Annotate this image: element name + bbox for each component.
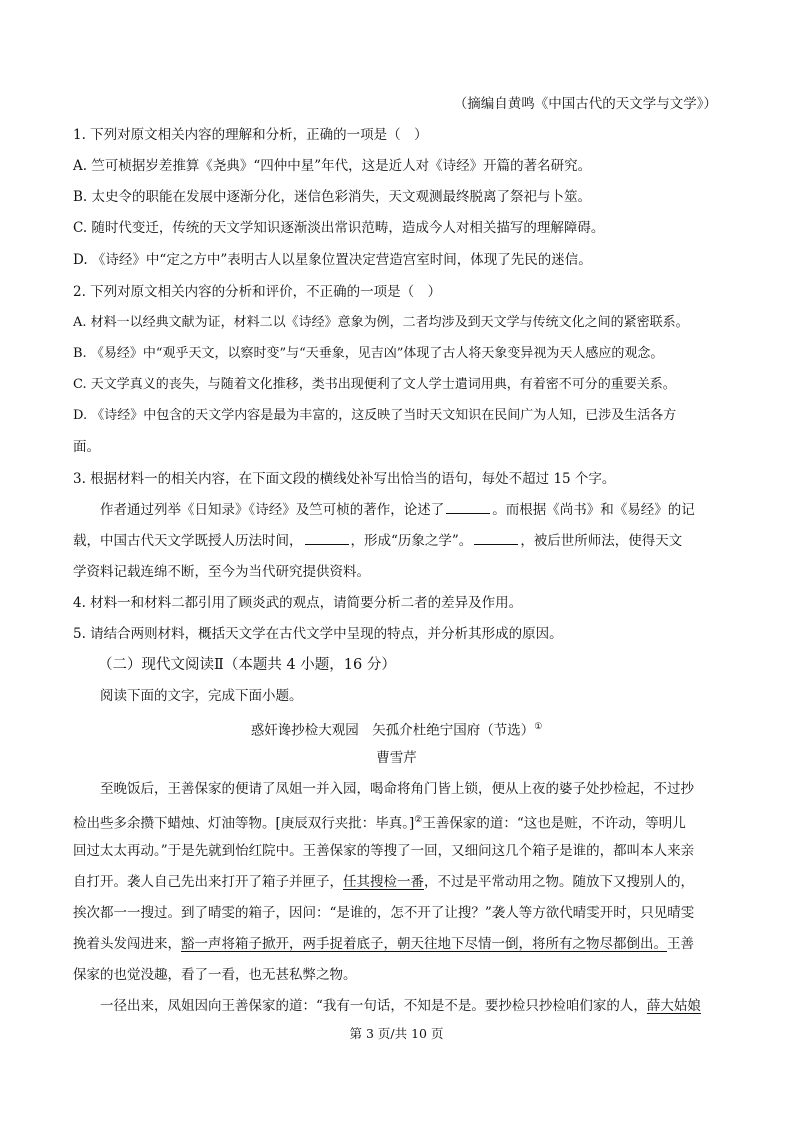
question-3-paragraph-line-3: 学资料记载连绵不断，至今为当代研究提供资料。 xyxy=(73,564,370,580)
answer-blank-1[interactable] xyxy=(446,501,490,514)
passage-line: 至晚饭后，王善保家的便请了凤姐一并入园，喝命将角门皆上锁，便从上夜的婆子处抄检起，不过抄 xyxy=(100,781,694,797)
passage-text: ，不过是平常动用之物。随放下又搜别人的， xyxy=(424,874,694,890)
answer-blank-2[interactable] xyxy=(305,532,349,545)
passage-line xyxy=(73,873,694,891)
passage-text: 挽着头发闯进来， xyxy=(73,936,181,952)
section-2-instruction: 阅读下面的文字，完成下面小题。 xyxy=(100,688,303,704)
question-2-option-a: A. 材料一以经典文献为证，材料二以《诗经》意象为例，二者均涉及到天文学与传统文化之间的紧密联系。 xyxy=(73,315,689,330)
q3-text: 载，中国古代天文学既授人历法时间， xyxy=(73,533,303,549)
passage-line xyxy=(73,811,686,833)
question-1-option-c: C. 随时代变迁，传统的天文学知识逐渐淡出常识范畴，造成今人对相关描写的理解障碍。 xyxy=(73,220,605,236)
source-note: （摘编自黄鸣《中国古代的天文学与文学》） xyxy=(453,96,717,112)
footnote-marker: ① xyxy=(534,722,543,732)
passage-text: 王善 xyxy=(667,936,694,952)
question-2-stem: 2. 下列对原文相关内容的分析和评价，不正确的一项是（ ） xyxy=(73,284,442,300)
footnote-marker: ② xyxy=(414,815,423,825)
question-1-stem: 1. 下列对原文相关内容的理解和分析，正确的一项是（ ） xyxy=(73,127,428,143)
page-footer: 第 3 页/共 10 页 xyxy=(349,1026,444,1041)
q3-text: 。而根据《尚书》和《易经》的记 xyxy=(492,502,695,518)
question-1-option-b: B. 太史令的职能在发展中逐渐分化，迷信色彩消失，天文观测最终脱离了祭祀与卜筮。 xyxy=(73,189,592,205)
question-2-option-d: D. 《诗经》中包含的天文学内容是最为丰富的，这反映了当时天文知识在民间广为人知，已涉及生活各方 xyxy=(73,408,677,423)
passage-text: 检出些多余攒下蜡烛、灯油等物。[庚辰双行夹批：毕真。] xyxy=(73,815,415,832)
question-3-stem: 3. 根据材料一的相关内容，在下面文段的横线处补写出恰当的语句，每处不超过 15 个字。 xyxy=(73,471,616,487)
section-2-heading: （二）现代文阅读Ⅱ（本题共 4 小题，16 分） xyxy=(98,657,396,673)
passage-line: 挨次都一一搜过。到了晴雯的箱子，因问：“是谁的，怎不开了让搜？”袭人等方欲代晴雯开时，只见晴雯 xyxy=(73,905,695,921)
passage-text: 王善保家的道：“这也是赃，不许动，等明儿 xyxy=(422,815,686,832)
question-3-paragraph-line-1 xyxy=(100,501,695,519)
article-title xyxy=(0,718,793,740)
passage-text: 一径出来，凤姐因向王善保家的道：“我有一句话，不知是不是。要抄检只抄检咱们家的人， xyxy=(100,998,647,1014)
question-2-option-c: C. 天文学真义的丧失，与随着文化推移，类书出现便利了文人学士遣词用典，有着密不可分的重要关系。 xyxy=(73,377,676,392)
question-4: 4. 材料一和材料二都引用了顾炎武的观点，请简要分析二者的差异及作用。 xyxy=(73,595,523,611)
passage-text: 自打开。袭人自己先出来打开了箱子并匣子， xyxy=(73,874,343,890)
underlined-sentence: 豁一声将箱子掀开，两手捉着底子，朝天往地下尽情一倒，将所有之物尽都倒出。 xyxy=(181,936,667,952)
question-2-option-b: B. 《易经》中“观乎天文，以察时变”与“天垂象，见吉凶”体现了古人将天象变异视为天人感应的观念。 xyxy=(73,346,664,361)
underlined-phrase: 任其搜检一番 xyxy=(343,874,424,890)
question-1-option-a: A. 竺可桢据岁差推算《尧典》“四仲中星”年代，这是近人对《诗经》开篇的著名研究。 xyxy=(73,158,592,174)
question-5: 5. 请结合两则材料，概括天文学在古代文学中呈现的特点，并分析其形成的原因。 xyxy=(73,626,563,642)
article-author: 曹雪芹 xyxy=(376,750,417,766)
q3-text: 作者通过列举《日知录》《诗经》及竺可桢的著作，论述了 xyxy=(100,502,445,518)
answer-blank-3[interactable] xyxy=(474,532,518,545)
question-3-paragraph-line-2 xyxy=(73,532,682,550)
underlined-phrase: 薛大姑娘 xyxy=(646,998,701,1014)
q3-text: ，被后世所师法，使得天文 xyxy=(520,533,683,549)
q3-text: ，形成“历象之学”。 xyxy=(350,533,473,549)
question-2-option-d-cont: 面。 xyxy=(73,439,100,455)
passage-line xyxy=(73,935,694,953)
passage-line: 回过太太再动。”于是先就到怡红院中。王善保家的等搜了一回，又细问这几个箱子是谁的，都叫本人来亲 xyxy=(73,843,695,859)
passage-line xyxy=(100,997,701,1015)
question-1-option-d: D. 《诗经》中“定之方中”表明古人以星象位置决定营造宫室时间，体现了先民的迷信。 xyxy=(73,252,592,268)
article-title-text: 惑奸谗抄检大观园 矢孤介杜绝宁国府（节选） xyxy=(250,722,535,739)
passage-line: 保家的也觉没趣，看了一看，也无甚私弊之物。 xyxy=(73,967,357,983)
